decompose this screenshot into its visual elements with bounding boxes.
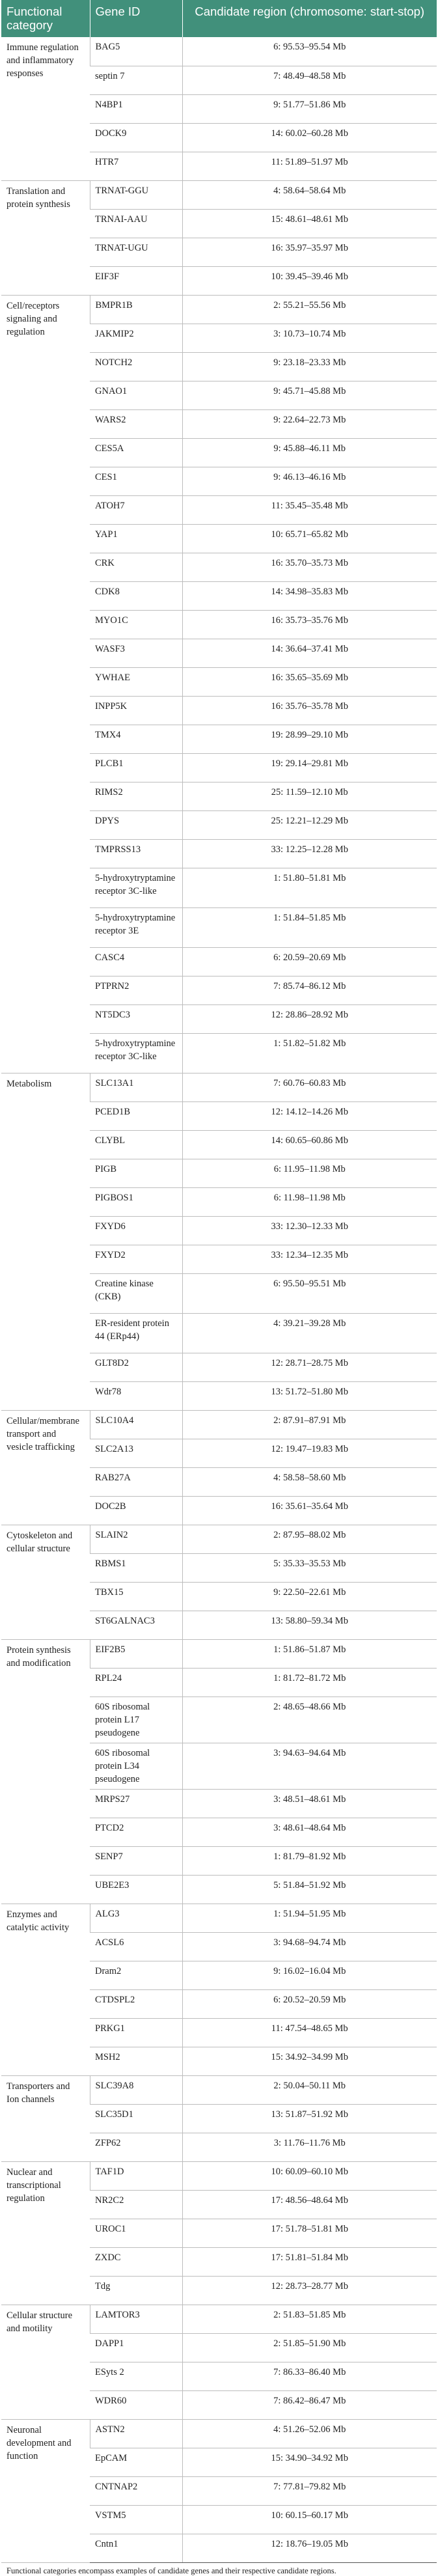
- gene-id-cell: CES1: [90, 467, 182, 495]
- candidate-region-cell: 15: 34.92–34.99 Mb: [182, 2047, 437, 2075]
- candidate-region-cell: 16: 35.73–35.76 Mb: [182, 610, 437, 639]
- candidate-region-cell: 4: 51.26–52.06 Mb: [182, 2419, 437, 2448]
- gene-id-cell: TMPRSS13: [90, 839, 182, 868]
- table-row: [1, 37, 437, 66]
- gene-id-cell: 5-hydroxytryptamine receptor 3C-like: [90, 1033, 182, 1073]
- gene-id-cell: MSH2: [90, 2047, 182, 2075]
- gene-id-cell: GLT8D2: [90, 1353, 182, 1381]
- gene-id-cell: MRPS27: [90, 1789, 182, 1818]
- candidate-region-cell: 7: 77.81–79.82 Mb: [182, 2476, 437, 2505]
- candidate-region-cell: 12: 28.73–28.77 Mb: [182, 2276, 437, 2305]
- gene-id-cell: PIGBOS1: [90, 1187, 182, 1216]
- candidate-region-cell: 33: 12.34–12.35 Mb: [182, 1245, 437, 1273]
- table-row: [1, 1904, 437, 1932]
- candidate-region-cell: 14: 36.64–37.41 Mb: [182, 639, 437, 667]
- gene-id-cell: TAF1D: [90, 2161, 182, 2190]
- candidate-region-cell: 9: 22.64–22.73 Mb: [182, 409, 437, 438]
- gene-id-cell: ZXDC: [90, 2247, 182, 2276]
- candidate-region-cell: 9: 45.88–46.11 Mb: [182, 438, 437, 467]
- candidate-region-cell: 5: 35.33–35.53 Mb: [182, 1553, 437, 1582]
- candidate-region-cell: 3: 11.76–11.76 Mb: [182, 2133, 437, 2161]
- candidate-region-cell: 4: 58.64–58.64 Mb: [182, 180, 437, 209]
- candidate-region-cell: 2: 51.83–51.85 Mb: [182, 2305, 437, 2333]
- gene-id-cell: NOTCH2: [90, 352, 182, 381]
- gene-id-cell: TBX15: [90, 1582, 182, 1611]
- gene-id-cell: DPYS: [90, 810, 182, 839]
- gene-id-cell: JAKMIP2: [90, 324, 182, 352]
- gene-id-cell: SLC10A4: [90, 1410, 182, 1439]
- candidate-region-cell: 6: 20.52–20.59 Mb: [182, 1989, 437, 2018]
- functional-category-cell: Cellular/membrane transport and vesicle trafficking: [1, 1410, 90, 1525]
- gene-id-cell: CDK8: [90, 581, 182, 610]
- candidate-region-cell: 33: 12.25–12.28 Mb: [182, 839, 437, 868]
- gene-id-cell: ASTN2: [90, 2419, 182, 2448]
- header-row: [1, 0, 437, 37]
- candidate-region-cell: 1: 51.82–51.82 Mb: [182, 1033, 437, 1073]
- candidate-region-cell: 3: 94.68–94.74 Mb: [182, 1932, 437, 1961]
- candidate-region-cell: 16: 35.65–35.69 Mb: [182, 667, 437, 696]
- gene-id-cell: Creatine kinase (CKB): [90, 1273, 182, 1313]
- candidate-region-cell: 12: 28.71–28.75 Mb: [182, 1353, 437, 1381]
- gene-id-cell: VSTM5: [90, 2505, 182, 2534]
- candidate-region-cell: 4: 58.58–58.60 Mb: [182, 1467, 437, 1496]
- gene-id-cell: DOC2B: [90, 1496, 182, 1525]
- functional-category-cell: Transporters and Ion channels: [1, 2075, 90, 2161]
- gene-id-cell: RBMS1: [90, 1553, 182, 1582]
- gene-id-cell: DAPP1: [90, 2333, 182, 2362]
- candidate-region-cell: 7: 86.42–86.47 Mb: [182, 2390, 437, 2419]
- gene-id-cell: ESyts 2: [90, 2362, 182, 2390]
- table-row: [1, 1410, 437, 1439]
- gene-id-cell: TMX4: [90, 725, 182, 753]
- candidate-region-cell: 25: 12.21–12.29 Mb: [182, 810, 437, 839]
- candidate-region-cell: 5: 51.84–51.92 Mb: [182, 1875, 437, 1904]
- gene-id-cell: CTDSPL2: [90, 1989, 182, 2018]
- candidate-region-cell: 25: 11.59–12.10 Mb: [182, 782, 437, 810]
- table-row: [1, 295, 437, 324]
- table-body: [1, 37, 437, 2562]
- candidate-region-cell: 10: 39.45–39.46 Mb: [182, 266, 437, 295]
- candidate-region-cell: 12: 18.76–19.05 Mb: [182, 2534, 437, 2562]
- candidate-region-cell: 11: 35.45–35.48 Mb: [182, 495, 437, 524]
- candidate-region-cell: 10: 65.71–65.82 Mb: [182, 524, 437, 553]
- gene-id-cell: N4BP1: [90, 94, 182, 123]
- candidate-region-cell: 17: 51.81–51.84 Mb: [182, 2247, 437, 2276]
- gene-id-cell: TRNAT-GGU: [90, 180, 182, 209]
- candidate-region-cell: 17: 48.56–48.64 Mb: [182, 2190, 437, 2219]
- candidate-region-cell: 7: 85.74–86.12 Mb: [182, 976, 437, 1004]
- candidate-gene-table: [1, 0, 437, 2563]
- gene-id-cell: MYO1C: [90, 610, 182, 639]
- gene-id-cell: septin 7: [90, 66, 182, 94]
- gene-id-cell: NR2C2: [90, 2190, 182, 2219]
- gene-id-cell: UROC1: [90, 2219, 182, 2247]
- gene-id-cell: TRNAT-UGU: [90, 238, 182, 266]
- candidate-region-cell: 12: 28.86–28.92 Mb: [182, 1004, 437, 1033]
- candidate-region-cell: 10: 60.15–60.17 Mb: [182, 2505, 437, 2534]
- gene-id-cell: UBE2E3: [90, 1875, 182, 1904]
- candidate-region-cell: 12: 19.47–19.83 Mb: [182, 1439, 437, 1467]
- candidate-region-cell: 10: 60.09–60.10 Mb: [182, 2161, 437, 2190]
- gene-id-cell: HTR7: [90, 152, 182, 180]
- gene-id-cell: 5-hydroxytryptamine receptor 3E: [90, 907, 182, 947]
- gene-id-cell: ZFP62: [90, 2133, 182, 2161]
- candidate-region-cell: 6: 95.50–95.51 Mb: [182, 1273, 437, 1313]
- gene-id-cell: EIF2B5: [90, 1639, 182, 1668]
- functional-category-cell: Protein synthesis and modification: [1, 1639, 90, 1904]
- candidate-region-cell: 33: 12.30–12.33 Mb: [182, 1216, 437, 1245]
- gene-id-cell: RIMS2: [90, 782, 182, 810]
- functional-category-cell: Cytoskeleton and cellular structure: [1, 1525, 90, 1639]
- candidate-region-cell: 16: 35.61–35.64 Mb: [182, 1496, 437, 1525]
- table-row: [1, 2161, 437, 2190]
- candidate-region-cell: 2: 48.65–48.66 Mb: [182, 1697, 437, 1743]
- candidate-region-cell: 6: 20.59–20.69 Mb: [182, 947, 437, 976]
- gene-id-cell: 5-hydroxytryptamine receptor 3C-like: [90, 868, 182, 907]
- gene-id-cell: CES5A: [90, 438, 182, 467]
- candidate-region-cell: 9: 45.71–45.88 Mb: [182, 381, 437, 409]
- candidate-region-cell: 7: 86.33–86.40 Mb: [182, 2362, 437, 2390]
- gene-id-cell: PTPRN2: [90, 976, 182, 1004]
- candidate-region-cell: 15: 48.61–48.61 Mb: [182, 209, 437, 238]
- candidate-region-cell: 19: 29.14–29.81 Mb: [182, 753, 437, 782]
- functional-category-cell: Cellular structure and motility: [1, 2305, 90, 2419]
- candidate-region-cell: 9: 46.13–46.16 Mb: [182, 467, 437, 495]
- gene-id-cell: EIF3F: [90, 266, 182, 295]
- candidate-region-cell: 2: 87.91–87.91 Mb: [182, 1410, 437, 1439]
- gene-id-cell: LAMTOR3: [90, 2305, 182, 2333]
- candidate-region-cell: 9: 22.50–22.61 Mb: [182, 1582, 437, 1611]
- candidate-region-cell: 16: 35.70–35.73 Mb: [182, 553, 437, 581]
- candidate-region-cell: 13: 58.80–59.34 Mb: [182, 1611, 437, 1639]
- gene-id-cell: BAG5: [90, 37, 182, 66]
- functional-category-cell: Enzymes and catalytic activity: [1, 1904, 90, 2075]
- candidate-region-cell: 1: 51.94–51.95 Mb: [182, 1904, 437, 1932]
- gene-id-cell: BMPR1B: [90, 295, 182, 324]
- gene-id-cell: ST6GALNAC3: [90, 1611, 182, 1639]
- candidate-region-cell: 16: 35.97–35.97 Mb: [182, 238, 437, 266]
- gene-id-cell: EpCAM: [90, 2448, 182, 2476]
- functional-category-cell: Translation and protein synthesis: [1, 180, 90, 295]
- table-header: [1, 0, 437, 37]
- table-row: [1, 1073, 437, 1101]
- functional-category-cell: Neuronal development and function: [1, 2419, 90, 2562]
- header-candidate-region: Candidate region (chromosome: start-stop): [182, 0, 437, 37]
- table-row: [1, 2419, 437, 2448]
- gene-id-cell: SENP7: [90, 1846, 182, 1875]
- candidate-region-cell: 1: 51.80–51.81 Mb: [182, 868, 437, 907]
- candidate-region-cell: 1: 51.84–51.85 Mb: [182, 907, 437, 947]
- candidate-region-cell: 12: 14.12–14.26 Mb: [182, 1101, 437, 1130]
- gene-id-cell: 60S ribosomal protein L34 pseudogene: [90, 1743, 182, 1789]
- gene-id-cell: ATOH7: [90, 495, 182, 524]
- candidate-region-cell: 11: 47.54–48.65 Mb: [182, 2018, 437, 2047]
- gene-id-cell: SLC39A8: [90, 2075, 182, 2104]
- table-row: [1, 1525, 437, 1553]
- gene-id-cell: FXYD2: [90, 1245, 182, 1273]
- gene-table-container: [1, 0, 437, 2576]
- header-gene-id: Gene ID: [90, 0, 182, 37]
- gene-id-cell: PLCB1: [90, 753, 182, 782]
- gene-id-cell: PCED1B: [90, 1101, 182, 1130]
- gene-id-cell: NT5DC3: [90, 1004, 182, 1033]
- table-footnote: Functional categories encompass examples of candidate genes and their respective candidate regions.: [7, 2566, 336, 2575]
- gene-id-cell: Tdg: [90, 2276, 182, 2305]
- gene-id-cell: WARS2: [90, 409, 182, 438]
- functional-category-cell: Nuclear and transcriptional regulation: [1, 2161, 90, 2305]
- gene-id-cell: 60S ribosomal protein L17 pseudogene: [90, 1697, 182, 1743]
- gene-id-cell: SLC35D1: [90, 2104, 182, 2133]
- candidate-region-cell: 2: 50.04–50.11 Mb: [182, 2075, 437, 2104]
- table-row: [1, 2075, 437, 2104]
- gene-id-cell: WASF3: [90, 639, 182, 667]
- gene-id-cell: CASC4: [90, 947, 182, 976]
- gene-id-cell: WDR60: [90, 2390, 182, 2419]
- gene-id-cell: CNTNAP2: [90, 2476, 182, 2505]
- candidate-region-cell: 9: 16.02–16.04 Mb: [182, 1961, 437, 1989]
- gene-id-cell: ACSL6: [90, 1932, 182, 1961]
- candidate-region-cell: 19: 28.99–29.10 Mb: [182, 725, 437, 753]
- gene-id-cell: YWHAE: [90, 667, 182, 696]
- candidate-region-cell: 2: 51.85–51.90 Mb: [182, 2333, 437, 2362]
- gene-id-cell: SLC2A13: [90, 1439, 182, 1467]
- candidate-region-cell: 15: 34.90–34.92 Mb: [182, 2448, 437, 2476]
- candidate-region-cell: 16: 35.76–35.78 Mb: [182, 696, 437, 725]
- gene-id-cell: ALG3: [90, 1904, 182, 1932]
- candidate-region-cell: 2: 55.21–55.56 Mb: [182, 295, 437, 324]
- candidate-region-cell: 9: 23.18–23.33 Mb: [182, 352, 437, 381]
- candidate-region-cell: 6: 11.98–11.98 Mb: [182, 1187, 437, 1216]
- candidate-region-cell: 7: 60.76–60.83 Mb: [182, 1073, 437, 1101]
- gene-id-cell: CRK: [90, 553, 182, 581]
- candidate-region-cell: 14: 34.98–35.83 Mb: [182, 581, 437, 610]
- gene-id-cell: Cntn1: [90, 2534, 182, 2562]
- gene-id-cell: PRKG1: [90, 2018, 182, 2047]
- table-row: [1, 180, 437, 209]
- gene-id-cell: YAP1: [90, 524, 182, 553]
- table-row: [1, 1639, 437, 1668]
- gene-id-cell: INPP5K: [90, 696, 182, 725]
- candidate-region-cell: 11: 51.89–51.97 Mb: [182, 152, 437, 180]
- candidate-region-cell: 9: 51.77–51.86 Mb: [182, 94, 437, 123]
- candidate-region-cell: 3: 10.73–10.74 Mb: [182, 324, 437, 352]
- candidate-region-cell: 14: 60.02–60.28 Mb: [182, 123, 437, 152]
- gene-id-cell: SLC13A1: [90, 1073, 182, 1101]
- candidate-region-cell: 1: 81.79–81.92 Mb: [182, 1846, 437, 1875]
- gene-id-cell: Wdr78: [90, 1381, 182, 1410]
- gene-id-cell: PIGB: [90, 1159, 182, 1187]
- gene-id-cell: Dram2: [90, 1961, 182, 1989]
- candidate-region-cell: 1: 81.72–81.72 Mb: [182, 1668, 437, 1697]
- candidate-region-cell: 13: 51.72–51.80 Mb: [182, 1381, 437, 1410]
- table-row: [1, 2305, 437, 2333]
- candidate-region-cell: 7: 48.49–48.58 Mb: [182, 66, 437, 94]
- gene-id-cell: SLAIN2: [90, 1525, 182, 1553]
- candidate-region-cell: 3: 94.63–94.64 Mb: [182, 1743, 437, 1789]
- gene-id-cell: CLYBL: [90, 1130, 182, 1159]
- candidate-region-cell: 17: 51.78–51.81 Mb: [182, 2219, 437, 2247]
- candidate-region-cell: 1: 51.86–51.87 Mb: [182, 1639, 437, 1668]
- candidate-region-cell: 3: 48.51–48.61 Mb: [182, 1789, 437, 1818]
- functional-category-cell: Immune regulation and inflammatory responses: [1, 37, 90, 180]
- candidate-region-cell: 3: 48.61–48.64 Mb: [182, 1818, 437, 1846]
- functional-category-cell: Cell/receptors signaling and regulation: [1, 295, 90, 1073]
- gene-id-cell: RPL24: [90, 1668, 182, 1697]
- candidate-region-cell: 4: 39.21–39.28 Mb: [182, 1313, 437, 1353]
- candidate-region-cell: 14: 60.65–60.86 Mb: [182, 1130, 437, 1159]
- candidate-region-cell: 6: 11.95–11.98 Mb: [182, 1159, 437, 1187]
- functional-category-cell: Metabolism: [1, 1073, 90, 1410]
- gene-id-cell: PTCD2: [90, 1818, 182, 1846]
- gene-id-cell: RAB27A: [90, 1467, 182, 1496]
- gene-id-cell: DOCK9: [90, 123, 182, 152]
- gene-id-cell: FXYD6: [90, 1216, 182, 1245]
- candidate-region-cell: 13: 51.87–51.92 Mb: [182, 2104, 437, 2133]
- candidate-region-cell: 2: 87.95–88.02 Mb: [182, 1525, 437, 1553]
- candidate-region-cell: 6: 95.53–95.54 Mb: [182, 37, 437, 66]
- gene-id-cell: TRNAI-AAU: [90, 209, 182, 238]
- header-functional-category: Functional category: [1, 0, 90, 37]
- gene-id-cell: ER-resident protein 44 (ERp44): [90, 1313, 182, 1353]
- gene-id-cell: GNAO1: [90, 381, 182, 409]
